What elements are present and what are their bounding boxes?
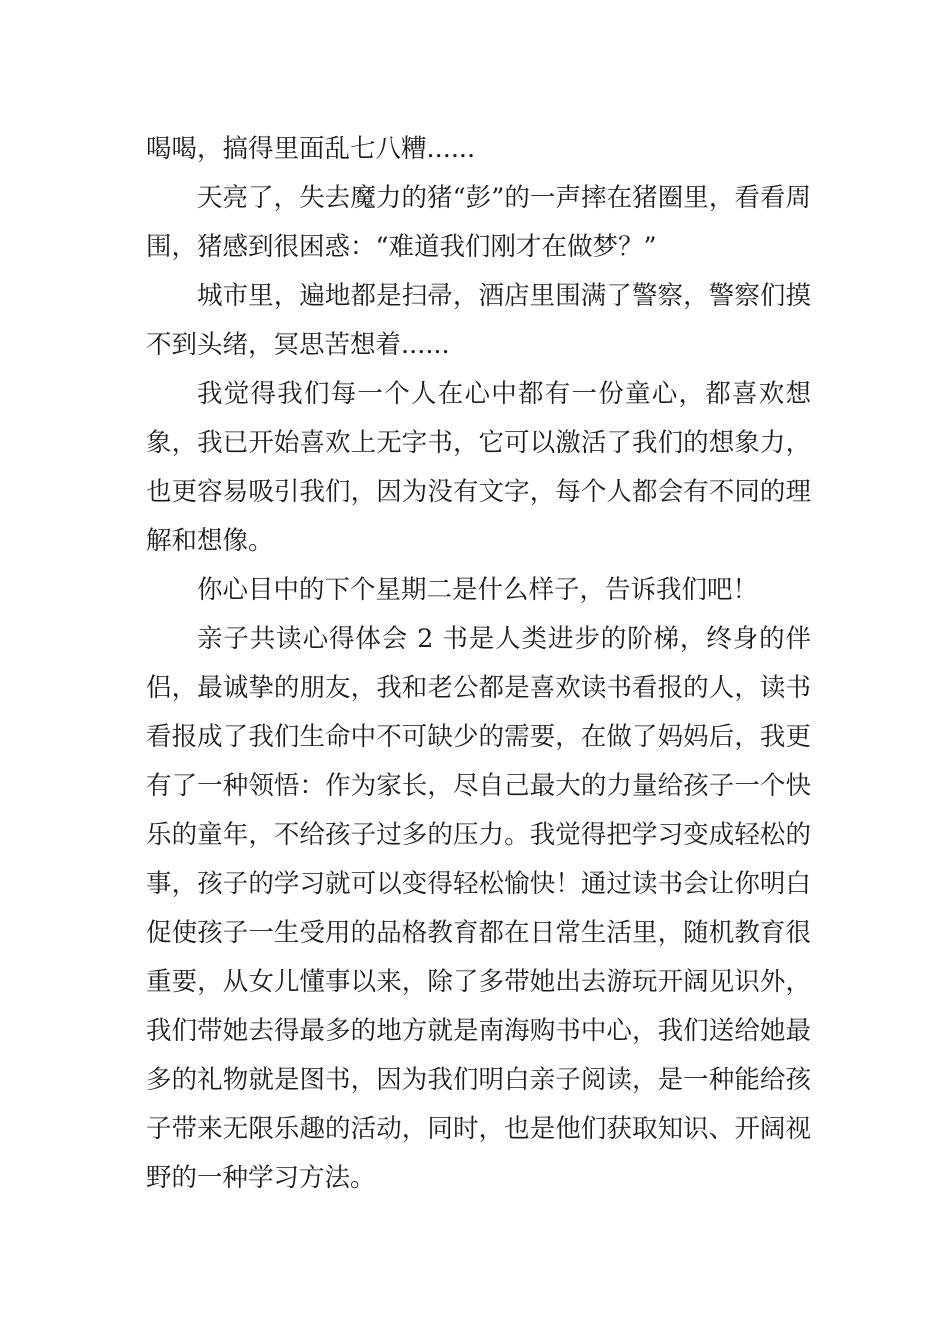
paragraph-1: 喝喝，搞得里面乱七八糟...... [146,134,476,164]
paragraph-4: 我觉得我们每一个人在心中都有一份童心，都喜欢想象，我已开始喜欢上无字书，它可以激活了我们的想象力，也更容易吸引我们，因为没有文字，每个人都会有不同的理解和想像。 [146,379,811,556]
paragraph-3: 城市里，遍地都是扫帚，酒店里围满了警察，警察们摸不到头绪，冥思苦想着...... [146,281,811,360]
paragraph-5: 你心目中的下个星期二是什么样子，告诉我们吧！ [197,575,759,605]
paragraph-6: 亲子共读心得体会 2 书是人类进步的阶梯，终身的伴侣，最诚挚的朋友，我和老公都是喜欢读书看报的人，读书看报成了我们生命中不可缺少的需要，在做了妈妈后，我更有了一种领悟：作为家长，尽自己最大的力量给孩子一个快乐的童年，不给孩子过多的压力。我觉得把学习变成轻松的事，孩子的学习就可以变得轻松愉快！通过读书会让你明白促使孩子一生受用的品格教育都在日常生活里，随机教育很重要，从女儿懂事以来，除了多带她出去游玩开阔见识外，我们带她去得最多的地方就是南海购书中心，我们送给她最多的礼物就是图书，因为我们明白亲子阅读，是一种能给孩子带来无限乐趣的活动，同时，也是他们获取知识、开阔视野的一种学习方法。 [146,624,811,1193]
paragraph-2: 天亮了，失去魔力的猪“彭”的一声摔在猪圈里，看看周围，猪感到很困惑：“难道我们刚才在做梦？” [146,183,811,262]
document-body [146,125,811,1203]
